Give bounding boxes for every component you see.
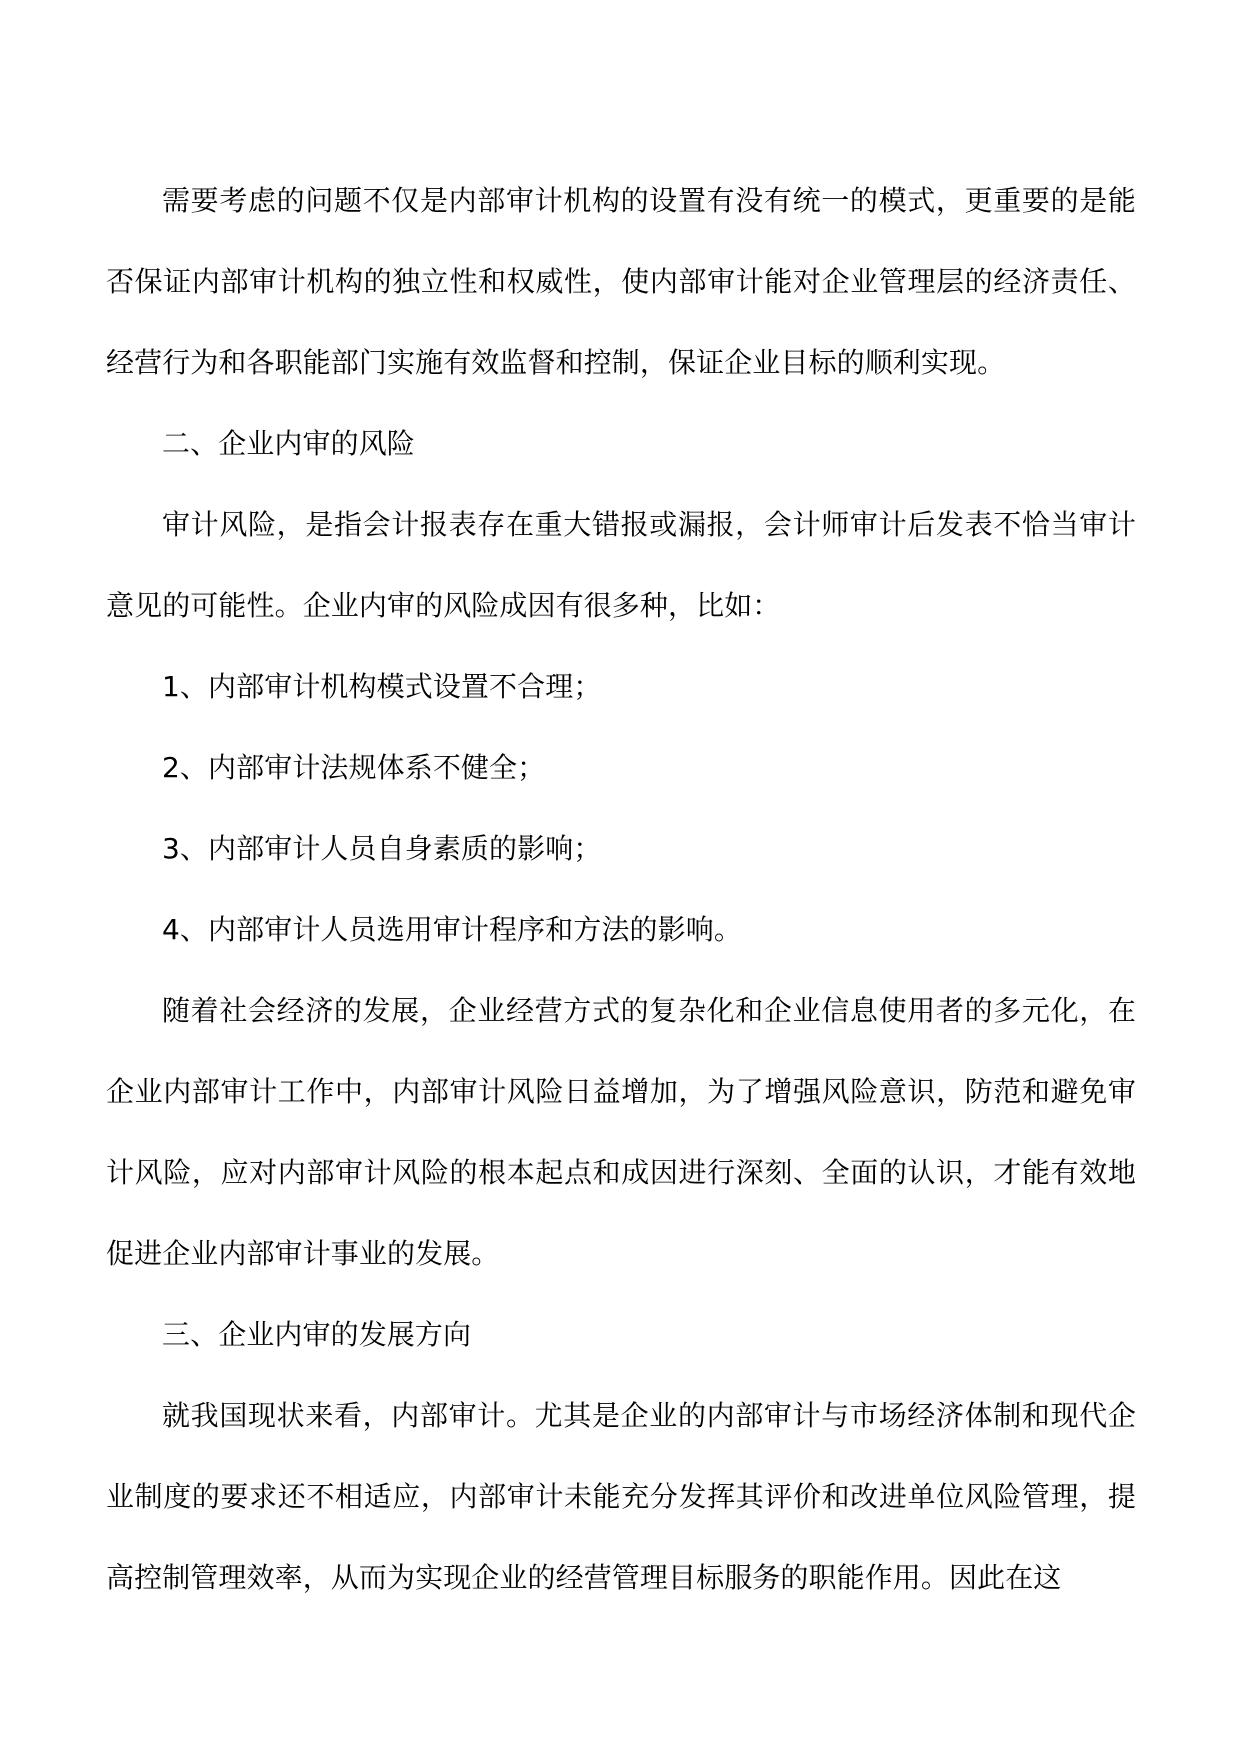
list-item-1: 1、内部审计机构模式设置不合理； [162,670,602,703]
paragraph-independence: 需要考虑的问题不仅是内部审计机构的设置有没有统一的模式，更重要的是能否保证内部审计机构的独立性和权威性，使内部审计能对企业管理层的经济责任、经营行为和各职能部门实施有效监督和控制，保证企业目标的顺利实现。 [106,184,1136,379]
paragraph-audit-risk-definition: 审计风险，是指会计报表存在重大错报或漏报，会计师审计后发表不恰当审计意见的可能性。企业内审的风险成因有很多种，比如： [106,508,1136,622]
paragraph-risk-awareness: 随着社会经济的发展，企业经营方式的复杂化和企业信息使用者的多元化，在企业内部审计工作中，内部审计风险日益增加，为了增强风险意识，防范和避免审计风险，应对内部审计风险的根本起点和成因进行深刻、全面的认识，才能有效地促进企业内部审计事业的发展。 [106,994,1136,1270]
list-item-3: 3、内部审计人员自身素质的影响； [162,832,602,865]
list-item-2: 2、内部审计法规体系不健全； [162,751,546,784]
list-item-4: 4、内部审计人员选用审计程序和方法的影响。 [162,913,742,946]
heading-development-direction: 三、企业内审的发展方向 [162,1318,472,1351]
paragraph-current-status: 就我国现状来看，内部审计。尤其是企业的内部审计与市场经济体制和现代企业制度的要求还不相适应，内部审计未能充分发挥其评价和改进单位风险管理，提高控制管理效率，从而为实现企业的经营管理目标服务的职能作用。因此在这 [106,1399,1136,1594]
heading-internal-audit-risk: 二、企业内审的风险 [162,427,415,460]
document-body [106,160,1136,1618]
